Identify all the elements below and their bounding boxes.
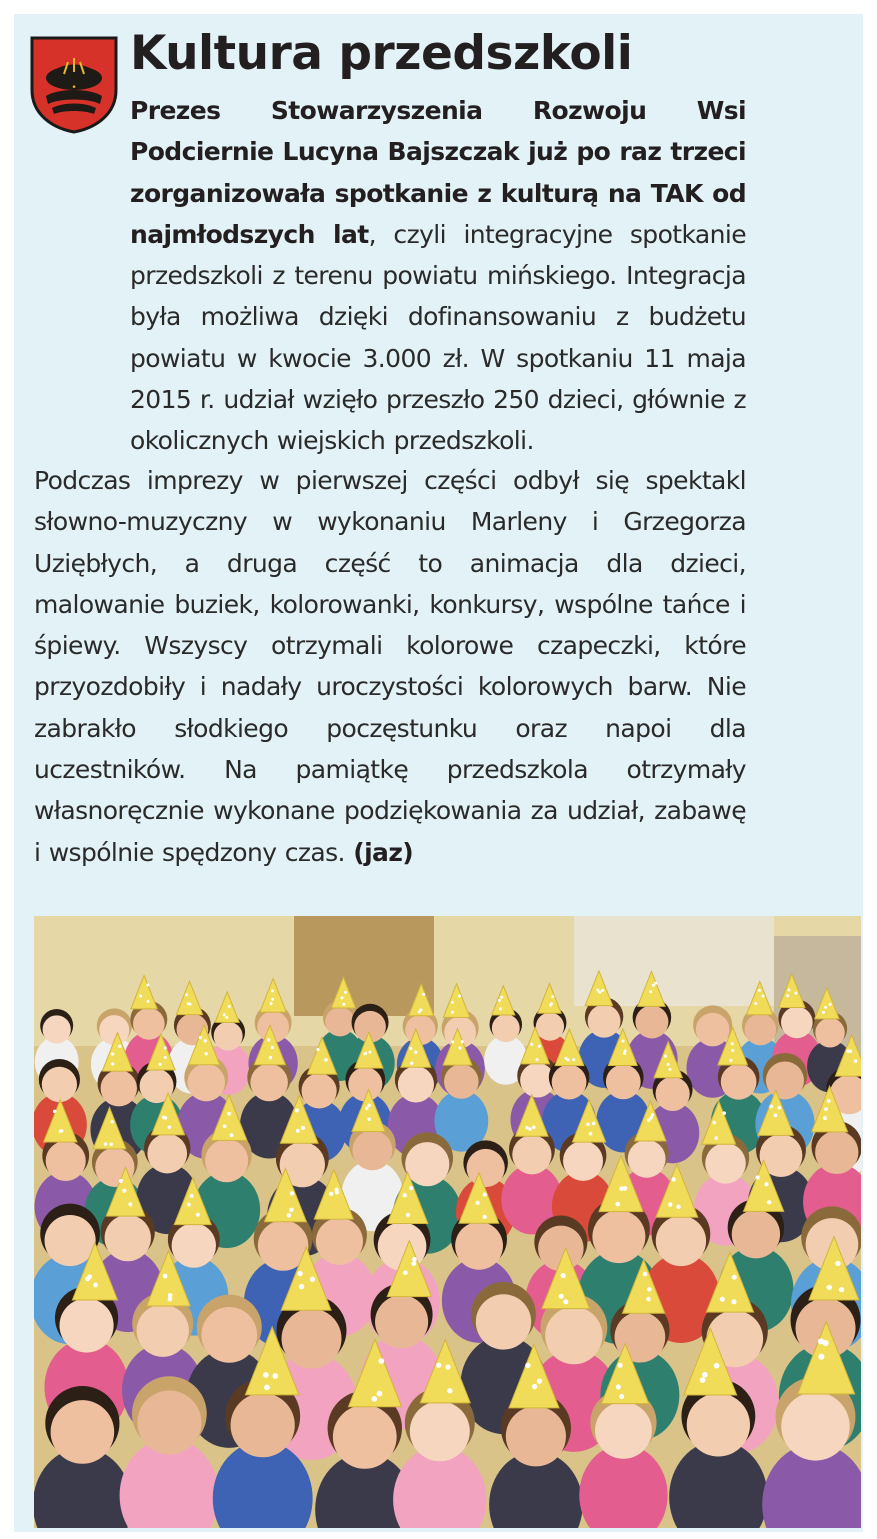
child-face bbox=[766, 1061, 804, 1099]
hat-dot bbox=[324, 1058, 327, 1061]
hat-dot bbox=[720, 1297, 725, 1302]
child-face bbox=[628, 1140, 666, 1178]
hat-dot bbox=[368, 1051, 371, 1054]
hat-dot bbox=[458, 994, 461, 997]
hat-dot bbox=[532, 1384, 537, 1389]
child-face bbox=[42, 1067, 77, 1102]
child-face bbox=[316, 1218, 363, 1265]
hat-dot bbox=[589, 1132, 593, 1136]
child-face bbox=[781, 1007, 813, 1039]
child-face bbox=[375, 1295, 428, 1348]
hat-dot bbox=[616, 1384, 621, 1389]
hat-dot bbox=[445, 1364, 450, 1369]
hat-dot bbox=[667, 1063, 670, 1066]
hat-dot bbox=[551, 995, 554, 998]
hat-dot bbox=[769, 1105, 773, 1109]
hat-dot bbox=[301, 1126, 305, 1130]
child-face bbox=[282, 1309, 342, 1369]
child-face bbox=[105, 1215, 151, 1261]
hat-dot bbox=[295, 1108, 299, 1112]
child-face bbox=[455, 1222, 503, 1270]
hat-dot bbox=[702, 1372, 708, 1378]
hat-dot bbox=[164, 1046, 167, 1049]
child-face bbox=[51, 1400, 115, 1464]
child-face bbox=[137, 1391, 201, 1455]
child-face bbox=[333, 1405, 397, 1469]
hat-dot bbox=[854, 1059, 857, 1062]
hat-dot bbox=[168, 1293, 173, 1298]
hat-dot bbox=[818, 1354, 824, 1360]
hat-dot bbox=[649, 990, 652, 993]
child-face bbox=[250, 1064, 288, 1102]
hat-dot bbox=[536, 1058, 539, 1061]
hat-dot bbox=[646, 1297, 651, 1302]
hat-dot bbox=[204, 1039, 207, 1042]
hat-dot bbox=[621, 1039, 624, 1042]
hat-dot bbox=[263, 1372, 269, 1378]
hat-dot bbox=[823, 1116, 827, 1120]
hat-dot bbox=[538, 1045, 541, 1048]
hat-dot bbox=[60, 1129, 64, 1133]
child-face bbox=[815, 1018, 844, 1047]
hat-dot bbox=[758, 989, 761, 992]
hat-dot bbox=[163, 1274, 168, 1279]
hat-dot bbox=[296, 1129, 300, 1133]
child-face bbox=[592, 1210, 645, 1263]
child-face bbox=[201, 1307, 257, 1363]
hat-dot bbox=[731, 1049, 734, 1052]
child-face bbox=[815, 1131, 858, 1174]
hat-dot bbox=[767, 1200, 771, 1204]
article-body bbox=[34, 460, 746, 873]
hat-dot bbox=[185, 993, 188, 996]
child-face bbox=[325, 1007, 354, 1036]
hat-dot bbox=[264, 1385, 270, 1391]
child-face bbox=[45, 1215, 96, 1266]
hat-dot bbox=[187, 1203, 191, 1207]
hat-dot bbox=[530, 1043, 533, 1046]
child-face bbox=[656, 1216, 706, 1266]
hat-dot bbox=[271, 989, 274, 992]
hat-dot bbox=[729, 1059, 732, 1062]
hat-dot bbox=[436, 1363, 441, 1368]
hat-dot bbox=[559, 1294, 564, 1299]
hat-dot bbox=[601, 989, 604, 992]
hat-dot bbox=[93, 1283, 98, 1288]
hat-dot bbox=[287, 1213, 291, 1217]
hat-dot bbox=[499, 1007, 502, 1010]
hat-dot bbox=[335, 1190, 339, 1194]
hat-dot bbox=[344, 991, 347, 994]
child-face bbox=[635, 1005, 668, 1038]
hat-dot bbox=[118, 1045, 121, 1048]
hat-dot bbox=[564, 1057, 567, 1060]
hat-dot bbox=[619, 1394, 624, 1399]
child-face bbox=[205, 1139, 248, 1182]
hat-dot bbox=[664, 1055, 667, 1058]
hat-dot bbox=[367, 1117, 371, 1121]
hat-dot bbox=[651, 1113, 654, 1116]
child-face bbox=[563, 1141, 603, 1181]
child-face bbox=[476, 1294, 531, 1349]
hat-dot bbox=[778, 1106, 782, 1110]
hat-dot bbox=[409, 1186, 413, 1190]
hat-dot bbox=[572, 1058, 575, 1061]
hat-dot bbox=[190, 1194, 194, 1198]
hat-dot bbox=[119, 1179, 123, 1183]
article-intro bbox=[34, 90, 746, 462]
child-face bbox=[545, 1307, 602, 1364]
hat-dot bbox=[225, 1016, 228, 1019]
article-signature: (jaz) bbox=[353, 837, 414, 867]
hat-dot bbox=[377, 1391, 383, 1397]
hat-dot bbox=[342, 1003, 345, 1006]
article-body-text: Podczas imprezy w pierwszej części odbył się spektakl słowno-muzyczny w wykonaniu Marleny i Grzegorza Uziębłych, a druga część to animacja dla dzieci, malowanie buziek, kolorowanki, konkursy, wspólne tańce i śpiewy. Wszyscy otrzymali kolorowe czapeczki, które przyozdobiły i nadały uroczystości kolorowych barw. Nie zabrakło słodkiego poczęstunku oraz napoi dla uczestników. Na pamiątkę przedszkola otrzymały własnoręcznie wykonane podziękowania za udział, zabawę i wspólnie spędzony czas. bbox=[34, 466, 746, 867]
child-face bbox=[536, 1013, 564, 1041]
hat-dot bbox=[476, 1201, 480, 1205]
hat-dot bbox=[422, 993, 425, 996]
child-face bbox=[43, 1015, 71, 1043]
hat-dot bbox=[537, 1378, 542, 1383]
hat-dot bbox=[164, 1056, 167, 1059]
hat-dot bbox=[624, 1049, 627, 1052]
hat-dot bbox=[714, 1363, 720, 1369]
hat-dot bbox=[290, 1191, 294, 1195]
hat-dot bbox=[272, 1373, 278, 1379]
hat-dot bbox=[754, 1002, 757, 1005]
hat-dot bbox=[668, 1068, 671, 1071]
hat-dot bbox=[367, 1104, 371, 1108]
hat-dot bbox=[271, 998, 274, 1001]
hat-dot bbox=[365, 1107, 369, 1111]
hat-dot bbox=[483, 1192, 487, 1196]
hat-dot bbox=[824, 1107, 828, 1111]
child-face bbox=[492, 1014, 520, 1042]
hat-dot bbox=[846, 1049, 849, 1052]
hat-dot bbox=[310, 1277, 315, 1282]
child-face bbox=[467, 1149, 505, 1187]
hat-dot bbox=[271, 1046, 274, 1049]
hat-dot bbox=[598, 991, 601, 994]
hat-dot bbox=[162, 1116, 166, 1120]
hat-dot bbox=[187, 1002, 190, 1005]
child-face bbox=[595, 1402, 652, 1459]
hat-dot bbox=[722, 1111, 726, 1115]
hat-dot bbox=[289, 1208, 293, 1212]
hat-dot bbox=[786, 994, 789, 997]
hat-dot bbox=[756, 1175, 760, 1179]
hat-dot bbox=[839, 1287, 844, 1292]
hat-dot bbox=[762, 995, 765, 998]
hat-dot bbox=[451, 1040, 454, 1043]
hat-dot bbox=[835, 1261, 840, 1266]
hat-dot bbox=[649, 1116, 652, 1119]
hat-dot bbox=[794, 992, 797, 995]
hat-dot bbox=[532, 1126, 535, 1129]
hat-dot bbox=[731, 1042, 734, 1045]
child-face bbox=[656, 1077, 690, 1111]
hat-dot bbox=[364, 1052, 367, 1055]
hat-dot bbox=[827, 1285, 832, 1290]
hat-dot bbox=[563, 1299, 568, 1304]
hat-dot bbox=[447, 1388, 452, 1393]
hat-dot bbox=[111, 1052, 114, 1055]
hat-dot bbox=[712, 1121, 716, 1125]
hat-dot bbox=[498, 999, 501, 1002]
hat-dot bbox=[671, 1177, 675, 1181]
hat-dot bbox=[87, 1274, 92, 1279]
hat-dot bbox=[230, 1133, 234, 1137]
hat-dot bbox=[482, 1215, 486, 1219]
hat-dot bbox=[406, 1213, 410, 1217]
hat-dot bbox=[647, 1287, 652, 1292]
hat-dot bbox=[223, 1013, 226, 1016]
hat-dot bbox=[269, 1056, 272, 1059]
child-face bbox=[101, 1070, 137, 1106]
hat-dot bbox=[623, 1186, 628, 1191]
child-face bbox=[745, 1014, 777, 1046]
hat-dot bbox=[561, 1273, 566, 1278]
hat-dot bbox=[411, 1261, 416, 1266]
child-face bbox=[187, 1064, 225, 1102]
child-face bbox=[732, 1210, 780, 1258]
child-face bbox=[606, 1065, 641, 1100]
hat-dot bbox=[700, 1377, 706, 1383]
child-face bbox=[214, 1022, 243, 1051]
hat-dot bbox=[615, 1202, 620, 1207]
hat-dot bbox=[461, 1040, 464, 1043]
hat-dot bbox=[418, 1010, 421, 1013]
child-face bbox=[231, 1393, 295, 1457]
hat-dot bbox=[199, 1036, 202, 1039]
hat-dot bbox=[774, 1113, 778, 1117]
hat-dot bbox=[618, 1363, 623, 1368]
hat-dot bbox=[204, 1052, 207, 1055]
hat-dot bbox=[412, 1257, 417, 1262]
child-face bbox=[721, 1064, 757, 1100]
hat-dot bbox=[732, 1275, 737, 1280]
hat-dot bbox=[525, 1126, 528, 1129]
child-face bbox=[687, 1393, 750, 1456]
hat-dot bbox=[329, 1192, 333, 1196]
child-face bbox=[588, 1005, 621, 1038]
hat-dot bbox=[764, 1182, 768, 1186]
hat-dot bbox=[110, 1120, 113, 1123]
hat-dot bbox=[409, 1047, 412, 1050]
child-face bbox=[172, 1223, 216, 1267]
hat-dot bbox=[159, 1063, 162, 1066]
hat-dot bbox=[267, 1038, 270, 1041]
child-face bbox=[444, 1064, 479, 1099]
child-face bbox=[506, 1406, 566, 1466]
child-face bbox=[398, 1066, 434, 1102]
hat-dot bbox=[549, 1004, 552, 1007]
child-face bbox=[696, 1013, 730, 1047]
hat-dot bbox=[146, 983, 149, 986]
hat-dot bbox=[53, 1110, 57, 1114]
child-face bbox=[137, 1305, 189, 1357]
hat-dot bbox=[223, 1124, 227, 1128]
hat-dot bbox=[652, 984, 655, 987]
hat-dot bbox=[139, 995, 142, 998]
hat-dot bbox=[378, 1358, 384, 1364]
hat-dot bbox=[128, 1202, 132, 1206]
hat-dot bbox=[403, 1270, 408, 1275]
hat-dot bbox=[270, 1002, 273, 1005]
hat-dot bbox=[414, 1051, 417, 1054]
hat-dot bbox=[227, 1112, 231, 1116]
hat-dot bbox=[228, 1005, 231, 1008]
hat-dot bbox=[643, 1272, 648, 1277]
hat-dot bbox=[824, 1006, 827, 1009]
hat-dot bbox=[109, 1143, 112, 1146]
article-title: Kultura przedszkoli bbox=[130, 26, 633, 81]
article-lead: Prezes Stowarzyszenia Rozwoju Wsi Podciernie Lucyna Bajszczak już po raz trzeci zorganizowała spotkanie z kulturą na TAK od najmłodszych lat bbox=[130, 96, 746, 249]
child-face bbox=[781, 1392, 850, 1461]
hat-dot bbox=[829, 1003, 832, 1006]
hat-dot bbox=[823, 1340, 829, 1346]
hat-dot bbox=[451, 1001, 454, 1004]
hat-dot bbox=[668, 1202, 672, 1206]
svg-text:•: • bbox=[71, 83, 77, 93]
hat-dot bbox=[403, 1193, 407, 1197]
hat-dot bbox=[122, 1189, 126, 1193]
child-face bbox=[147, 1134, 187, 1174]
hat-dot bbox=[592, 1122, 596, 1126]
hat-dot bbox=[299, 1284, 304, 1289]
hat-dot bbox=[596, 989, 599, 992]
hat-dot bbox=[168, 1126, 172, 1130]
hat-dot bbox=[788, 989, 791, 992]
hat-dot bbox=[451, 1011, 454, 1014]
hat-dot bbox=[676, 1205, 680, 1209]
hat-dot bbox=[371, 1396, 377, 1402]
hat-dot bbox=[410, 1062, 413, 1065]
hat-dot bbox=[731, 1299, 736, 1304]
child-face bbox=[302, 1073, 337, 1108]
child-face bbox=[405, 1142, 449, 1186]
child-face bbox=[705, 1143, 746, 1184]
hat-dot bbox=[147, 1000, 150, 1003]
child-face bbox=[352, 1130, 392, 1170]
hat-dot bbox=[341, 996, 344, 999]
hat-dot bbox=[316, 1048, 319, 1051]
child-face bbox=[512, 1135, 551, 1174]
child-face bbox=[133, 1008, 165, 1040]
hat-dot bbox=[297, 1271, 302, 1276]
children-party-photo bbox=[34, 916, 861, 1528]
hat-dot bbox=[458, 1047, 461, 1050]
hat-dot bbox=[104, 1142, 107, 1145]
child-face bbox=[46, 1141, 86, 1181]
child-face bbox=[410, 1401, 470, 1461]
hat-dot bbox=[196, 1213, 200, 1217]
hat-dot bbox=[586, 1122, 590, 1126]
hat-dot bbox=[654, 982, 657, 985]
hat-dot bbox=[525, 1363, 530, 1368]
hat-dot bbox=[827, 1099, 831, 1103]
hat-dot bbox=[111, 1062, 114, 1065]
hat-dot bbox=[822, 1011, 825, 1014]
article-intro-text: , czyli integracyjne spotkanie przedszkoli z terenu powiatu mińskiego. Integracja była możliwa dzięki dofinansowaniu z budżetu powiatu w kwocie 3.000 zł. W spotkaniu 11 maja 2015 r. udział wzięło przeszło 250 dzieci, głównie z okolicznych wiejskich przedszkoli. bbox=[130, 219, 746, 456]
child-face bbox=[552, 1065, 587, 1100]
hat-dot bbox=[714, 1136, 718, 1140]
child-face bbox=[59, 1298, 113, 1352]
hat-dot bbox=[500, 996, 503, 999]
